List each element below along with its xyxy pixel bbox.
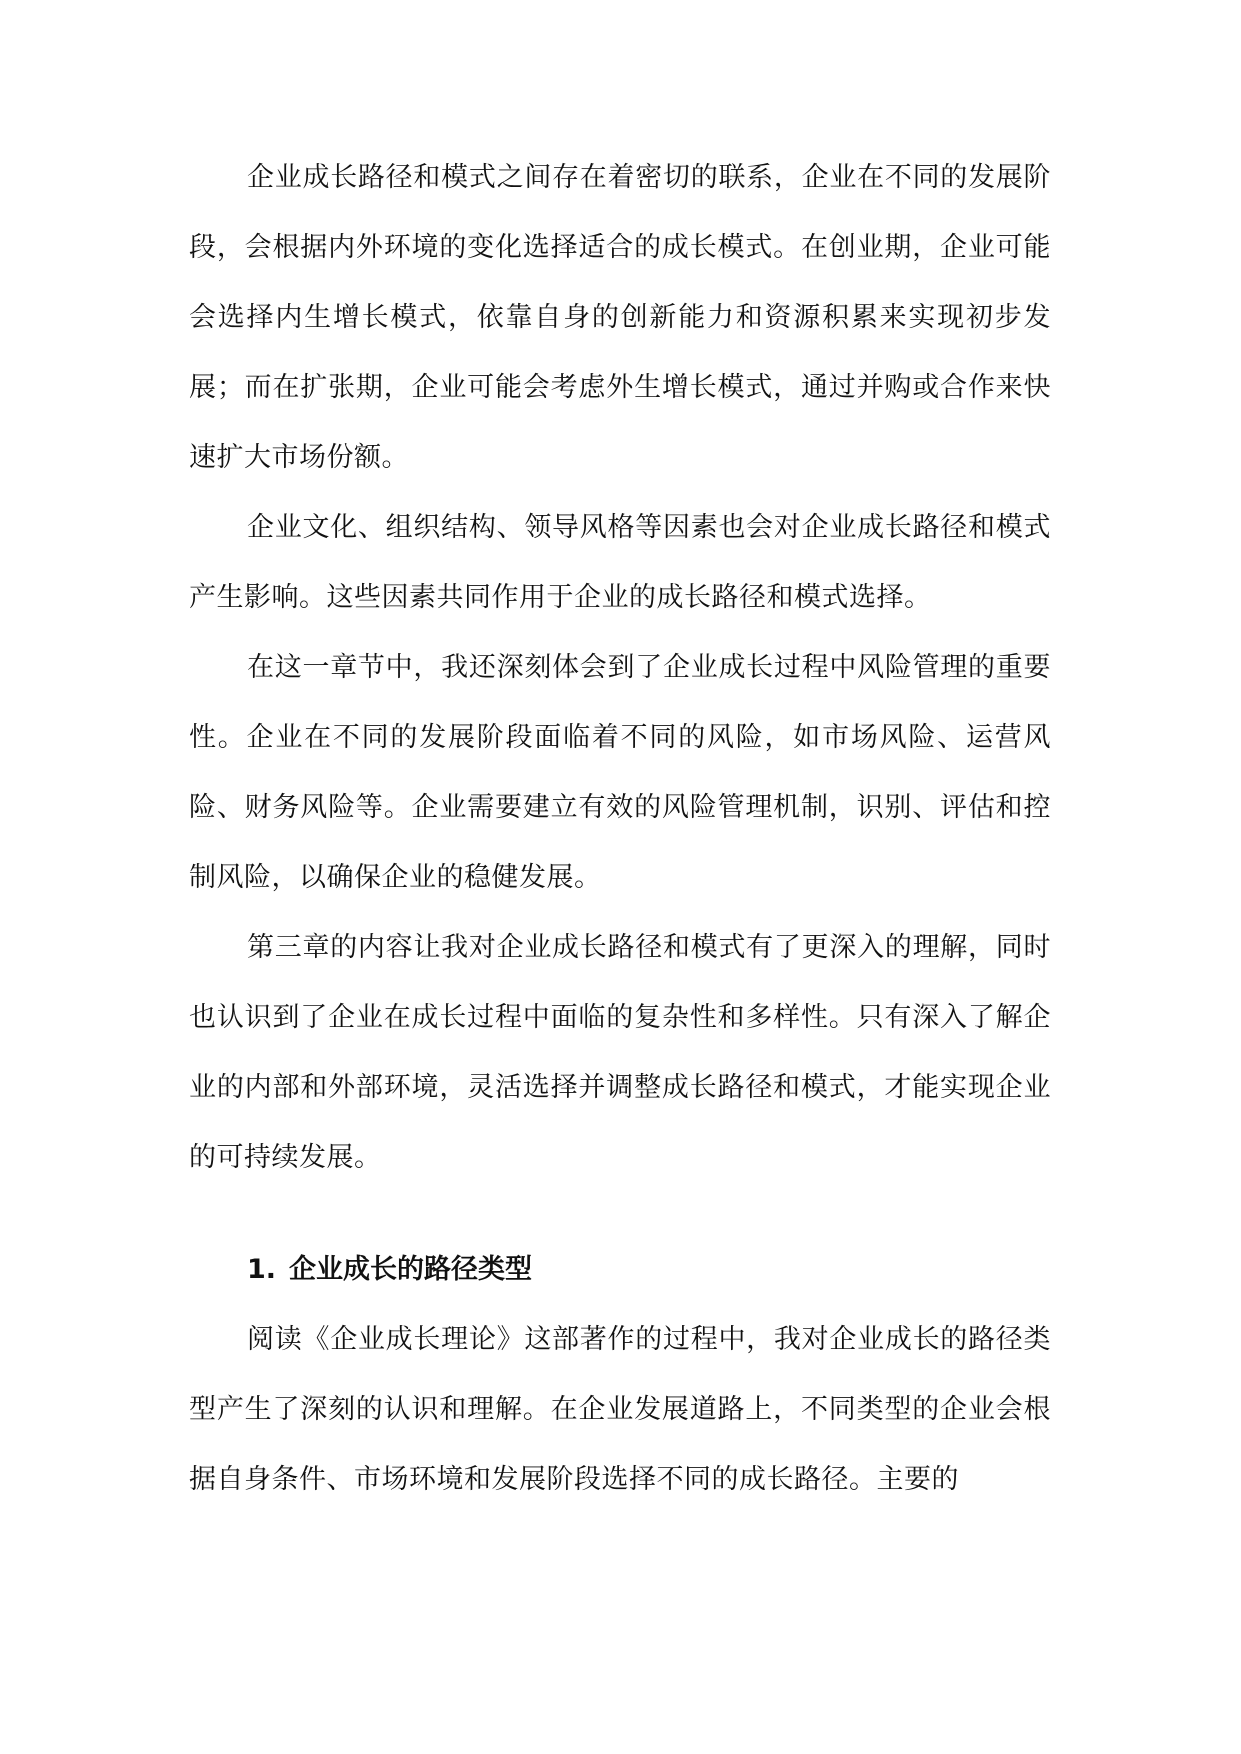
paragraph-chapter-three-summary: 第三章的内容让我对企业成长路径和模式有了更深入的理解，同时也认识到了企业在成长过程中面临的复杂性和多样性。只有深入了解企业的内部和外部环境，灵活选择并调整成长路径和模式，才能实现企业的可持续发展。 [189,932,1051,1173]
document-body [189,143,1051,1515]
section-heading-text: 企业成长的路径类型 [289,1254,532,1285]
paragraph-path-types-intro: 阅读《企业成长理论》这部著作的过程中，我对企业成长的路径类型产生了深刻的认识和理解。在企业发展道路上，不同类型的企业会根据自身条件、市场环境和发展阶段选择不同的成长路径。主要的 [189,1324,1051,1495]
paragraph-risk-management: 在这一章节中，我还深刻体会到了企业成长过程中风险管理的重要性。企业在不同的发展阶段面临着不同的风险，如市场风险、运营风险、财务风险等。企业需要建立有效的风险管理机制，识别、评估和控制风险，以确保企业的稳健发展。 [189,652,1051,893]
section-heading-number: 1. [247,1254,277,1285]
paragraph-culture-factors: 企业文化、组织结构、领导风格等因素也会对企业成长路径和模式产生影响。这些因素共同作用于企业的成长路径和模式选择。 [189,512,1051,613]
section-heading [189,1235,1051,1305]
paragraph-growth-path-and-model: 企业成长路径和模式之间存在着密切的联系，企业在不同的发展阶段，会根据内外环境的变化选择适合的成长模式。在创业期，企业可能会选择内生增长模式，依靠自身的创新能力和资源积累来实现初步发展；而在扩张期，企业可能会考虑外生增长模式，通过并购或合作来快速扩大市场份额。 [189,162,1051,473]
